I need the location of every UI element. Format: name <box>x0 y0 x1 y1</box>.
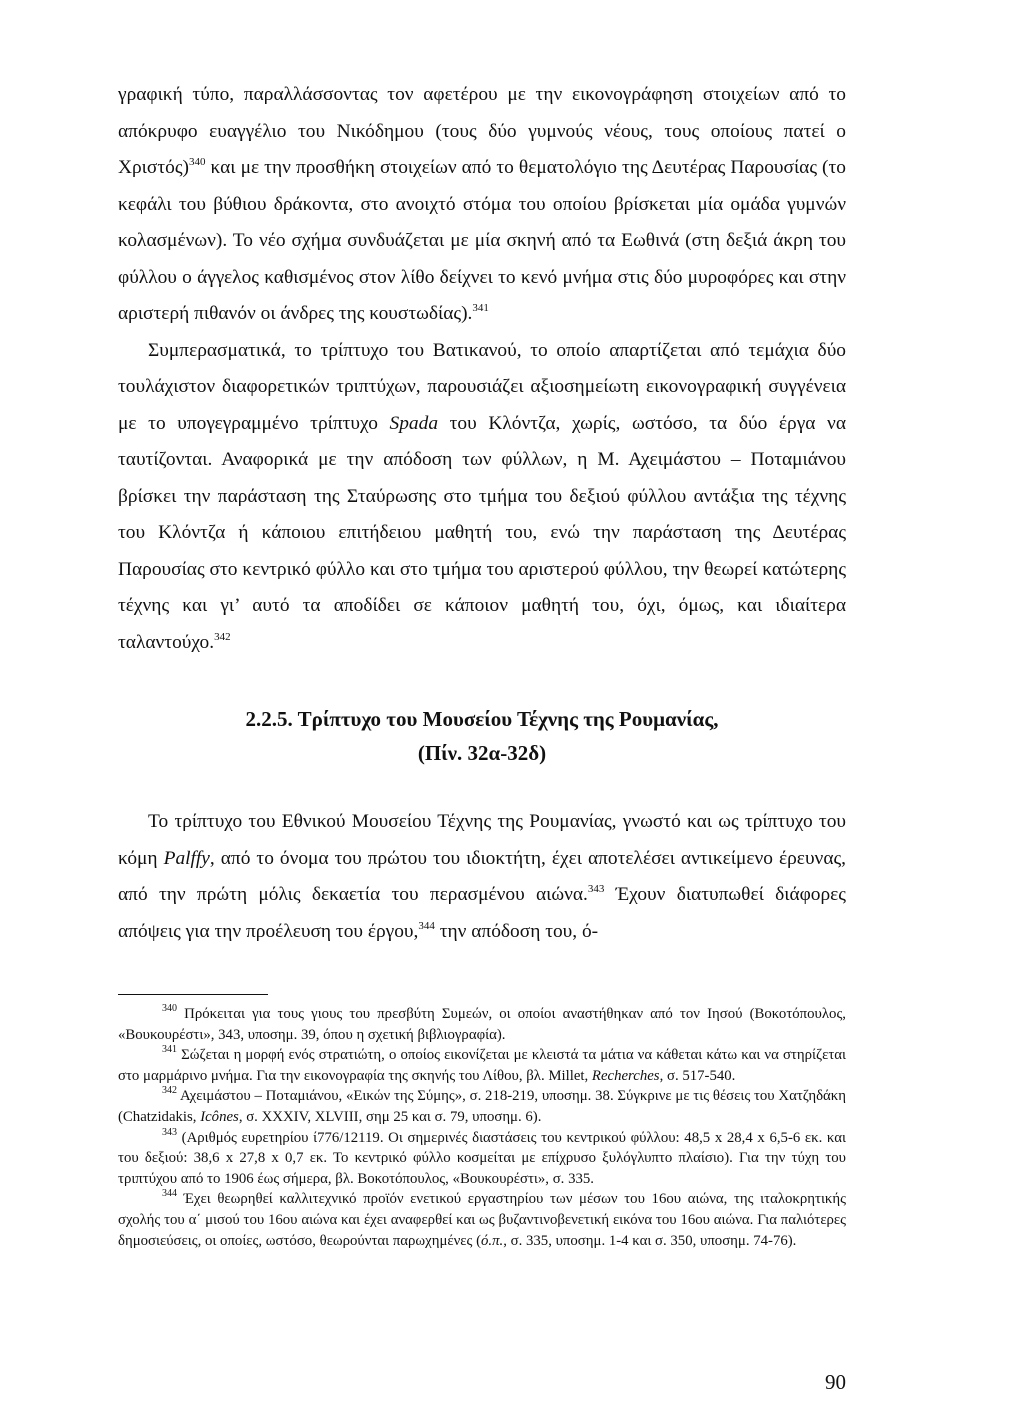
paragraph-text: Συμπερασματικά, το τρίπτυχο του Βατικανού, το οποίο απαρτίζεται από τεμάχια δύο τουλάχιστον διαφορετικών τριπτύχων, παρουσιάζει αξιοσημείωτη εικονογραφική συγγένεια με το υπογεγραμμένο τρίπτυχο <box>118 339 846 434</box>
footnote-text: Έχει θεωρηθεί καλλιτεχνικό προϊόν ενετικού εργαστηρίου των μέσων του 16ου αιώνα, της ιταλοκρητικής σχολής του α΄ μισού του 16ου αιώνα και έχει αναφερθεί και ως βυζαντινοβενετική εικόνα του 16ου αιώνα. Για παλιότερες δημοσιεύσεις, οι οποίες, ωστόσο, θεωρούνται παρωχημένες ( <box>118 1191 846 1249</box>
section-heading-title: 2.2.5. Τρίπτυχο του Μουσείου Τέχνης της Ρουμανίας, <box>245 707 719 731</box>
footnote-number: 342 <box>162 1085 177 1097</box>
footnote-ref-343[interactable]: 343 <box>587 882 605 895</box>
paragraph-text: Το τρίπτυχο του Εθνικού Μουσείου Τέχνης της Ρουμανίας, γνωστό και ως τρίπτυχο του κόμη <box>118 811 846 869</box>
section-heading <box>118 702 846 770</box>
footnote-340 <box>118 1004 846 1045</box>
footnote-number: 344 <box>162 1188 177 1200</box>
paragraph-text: γραφική τύπο, παραλλάσσοντας τον αφετέρου με την εικονογράφηση στοιχείων από το απόκρυφο ευαγγέλιο του Νικόδημου (τους δύο γυμνούς νέους, τους οποίους πατεί ο Χριστός) <box>118 84 846 178</box>
footnote-number: 340 <box>162 1003 177 1014</box>
footnote-ref-341[interactable]: 341 <box>472 301 489 314</box>
main-text-lower <box>118 804 846 950</box>
paragraph-text: του Κλόντζα, χωρίς, ωστόσο, τα δύο έργα να ταυτίζονται. Αναφορικά με την απόδοση των φύλλων, η Μ. Αχειμάστου – Ποταμιάνου βρίσκει την παράσταση της Σταύρωσης στο τμήμα του δεξιού φύλλου αντάξια της τέχνης του Κλόντζα ή κάποιου επιτήδειου μαθητή του, ενώ την παράσταση της Δευτέρας Παρουσίας στο κεντρικό φύλλο και στο τμήμα του αριστερού φύλλου, την θεωρεί κατώτερης τέχνης και γι’ αυτό τα αποδίδει σε κάποιον μαθητή του, όχι, όμως, και ιδιαίτερα ταλαντούχο. <box>118 412 846 653</box>
italic-title-spada: Spada <box>389 412 439 434</box>
footnote-text: , σ. 335, υποσημ. 1-4 και σ. 350, υποσημ. 74-76). <box>503 1232 797 1249</box>
paragraph-text: την απόδοση του, ό- <box>434 920 599 942</box>
footnote-text: (Αριθμός ευρετηρίου ί776/12119. Οι σημερινές διαστάσεις του κεντρικού φύλλου: 48,5 x 28,4 x 6,5-6 εκ. και του δεξιού: 38,6 x 27,8 x 0,7 εκ. Το κεντρικό φύλλο κοσμείται με επίχρυσο ξυλόγλυπτο πλαίσιο). Για την τύχη του τριπτύχου από το 1906 έως σήμερα, βλ. Βοκοτόπουλος, «Βουκουρέστι», σ. 335. <box>118 1129 846 1187</box>
footnote-text: Πρόκειται για τους γιους του πρεσβύτη Συμεών, οι οποίοι αναστήθηκαν από τον Ιησού (Βοκοτόπουλος, «Βουκουρέστι», 343, υποσημ. 39, όπου η σχετική βιβλιογραφία). <box>118 1006 846 1043</box>
footnote-italic: ό.π. <box>481 1232 504 1249</box>
footnote-text: Σώζεται η μορφή ενός στρατιώτη, ο οποίος εικονίζεται με κλειστά τα μάτια να κάθεται κάτω και να στηρίζεται στο μαρμάρινο μνήμα. Για την εικονογραφία της σκηνής του Λίθου, βλ. Millet, <box>118 1047 846 1084</box>
footnote-number: 341 <box>162 1044 177 1056</box>
footnote-number: 343 <box>162 1126 177 1138</box>
paragraph-3 <box>118 804 846 950</box>
footnotes <box>118 1004 846 1251</box>
footnote-344 <box>118 1189 846 1251</box>
footnote-italic: Recherches <box>591 1067 660 1084</box>
paragraph-text: Έχουν διατυπωθεί διάφορες απόψεις για την προέλευση του έργου, <box>118 884 846 942</box>
paragraph-1 <box>118 77 846 333</box>
paragraph-2 <box>118 333 846 662</box>
footnote-separator <box>118 994 268 995</box>
page-number: 90 <box>825 1370 846 1394</box>
italic-name-palffy: Palffy <box>163 847 210 869</box>
footnote-italic: Icônes <box>200 1108 239 1125</box>
footnote-text: , σ. 517-540. <box>659 1067 736 1084</box>
footnote-text: , σ. XXXIV, XLVIII, σημ 25 και σ. 79, υποσημ. 6). <box>238 1108 542 1125</box>
main-text-upper <box>118 77 846 661</box>
footnote-ref-344[interactable]: 344 <box>418 919 435 932</box>
paragraph-text: και με την προσθήκη στοιχείων από το θεματολόγιο της Δευτέρας Παρουσίας (το κεφάλι του βύθιου δράκοντα, στο ανοιχτό στόμα του οποίου βρίσκεται μία ομάδα γυμνών κολασμένων). Το νέο σχήμα συνδυάζεται με μία σκηνή από τα Εωθινά (στη δεξιά άκρη του φύλλου ο άγγελος καθισμένος στον λίθο δείχνει το κενό μνήμα στις δύο μυροφόρες και στην αριστερή πιθανόν οι άνδρες της κουστωδίας). <box>118 157 846 324</box>
footnote-341 <box>118 1045 846 1086</box>
section-heading-plates: (Πίν. 32α-32δ) <box>417 741 547 765</box>
footnote-ref-342[interactable]: 342 <box>214 630 231 643</box>
paragraph-text: , από το όνομα του πρώτου του ιδιοκτήτη, έχει αποτελέσει αντικείμενο έρευνας, από την πρώτη μόλις δεκαετία του περασμένου αιώνα. <box>118 847 846 905</box>
footnote-text: Αχειμάστου – Ποταμιάνου, «Εικών της Σύμης», σ. 218-219, υποσημ. 38. Σύγκρινε με τις θέσεις του Χατζηδάκη (Chatzidakis, <box>118 1088 846 1125</box>
footnote-342 <box>118 1086 846 1127</box>
footnote-343 <box>118 1128 846 1190</box>
footnote-ref-340[interactable]: 340 <box>188 155 206 168</box>
